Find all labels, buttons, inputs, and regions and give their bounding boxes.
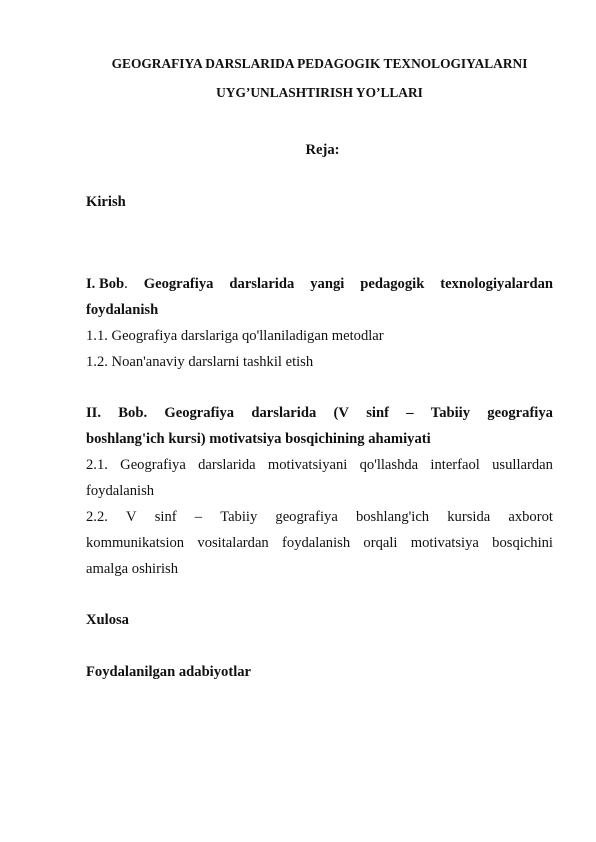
chapter2-word: (V xyxy=(333,405,349,421)
item-word: boshlang'ich xyxy=(355,509,430,525)
chapter1-item-1: 1.1. Geografiya darslariga qo'llaniladigan metodlar xyxy=(86,328,384,344)
chapter2-word: II. xyxy=(86,405,102,421)
title-line-1: GEOGRAFIYA DARSLARIDA PEDAGOGIK TEXNOLOGIYALARNI xyxy=(111,56,528,71)
chapter2-word: sinf xyxy=(366,405,389,421)
item-word: kommunikatsion xyxy=(86,535,185,551)
chapter1-word: darslarida xyxy=(229,276,295,292)
chapter2-word: Bob. xyxy=(118,405,148,421)
plan-heading: Reja: xyxy=(305,142,340,158)
item-word: interfaol xyxy=(430,457,480,473)
chapter1-word: texnologiyalardan xyxy=(440,276,553,292)
chapter1-word: yangi xyxy=(310,276,345,292)
item-word: axborot xyxy=(508,509,553,525)
chapter2-item-1-line1 xyxy=(86,456,553,474)
item-word: motivatsiyani xyxy=(267,457,348,473)
item-word: motivatsiya xyxy=(410,535,479,551)
conclusion-heading: Xulosa xyxy=(86,612,129,628)
item-word: bosqichini xyxy=(492,535,553,551)
chapter1-dot: . xyxy=(124,276,128,292)
item-word: vositalardan xyxy=(197,535,269,551)
item-word: V xyxy=(126,509,137,525)
chapter1-item-2: 1.2. Noan'anaviy darslarni tashkil etish xyxy=(86,354,314,370)
item-word: qo'llashda xyxy=(359,457,419,473)
references-heading: Foydalanilgan adabiyotlar xyxy=(86,664,252,680)
chapter2-word: geografiya xyxy=(487,405,553,421)
chapter2-word: Geografiya xyxy=(164,405,235,421)
chapter2-word: Tabiiy xyxy=(430,405,471,421)
title-line-2: UYG’UNLASHTIRISH YO’LLARI xyxy=(216,85,423,100)
chapter2-item-2-line1 xyxy=(86,508,553,526)
item-word: geografiya xyxy=(275,509,338,525)
chapter1-prefix: I. Bob. xyxy=(86,276,128,292)
item-word: Geografiya xyxy=(120,457,186,473)
chapter2-item-1-line2: foydalanish xyxy=(86,483,155,499)
item-word: – xyxy=(194,509,203,525)
chapter1-word: Geografiya xyxy=(143,276,214,292)
chapter2-title-line2: boshlang'ich kursi) motivatsiya bosqichining ahamiyati xyxy=(86,431,431,447)
item-word: 2.2. xyxy=(86,509,108,525)
intro-heading: Kirish xyxy=(86,194,126,210)
chapter2-item-2-line2 xyxy=(86,534,553,552)
chapter2-item-2-line3: amalga oshirish xyxy=(86,561,179,577)
chapter1-title-line2: foydalanish xyxy=(86,302,159,318)
chapter1-title-line1 xyxy=(86,275,553,293)
document-page xyxy=(86,0,553,842)
chapter2-title-line1 xyxy=(86,404,553,422)
item-word: sinf xyxy=(154,509,177,525)
item-word: kursida xyxy=(447,509,491,525)
item-word: darslarida xyxy=(198,457,256,473)
chapter2-word: darslarida xyxy=(251,405,317,421)
item-word: foydalanish xyxy=(282,535,351,551)
item-word: 2.1. xyxy=(86,457,108,473)
item-word: Tabiiy xyxy=(220,509,258,525)
item-word: usullardan xyxy=(492,457,553,473)
item-word: orqali xyxy=(363,535,398,551)
chapter1-word: pedagogik xyxy=(360,276,425,292)
chapter2-word: – xyxy=(406,405,414,421)
